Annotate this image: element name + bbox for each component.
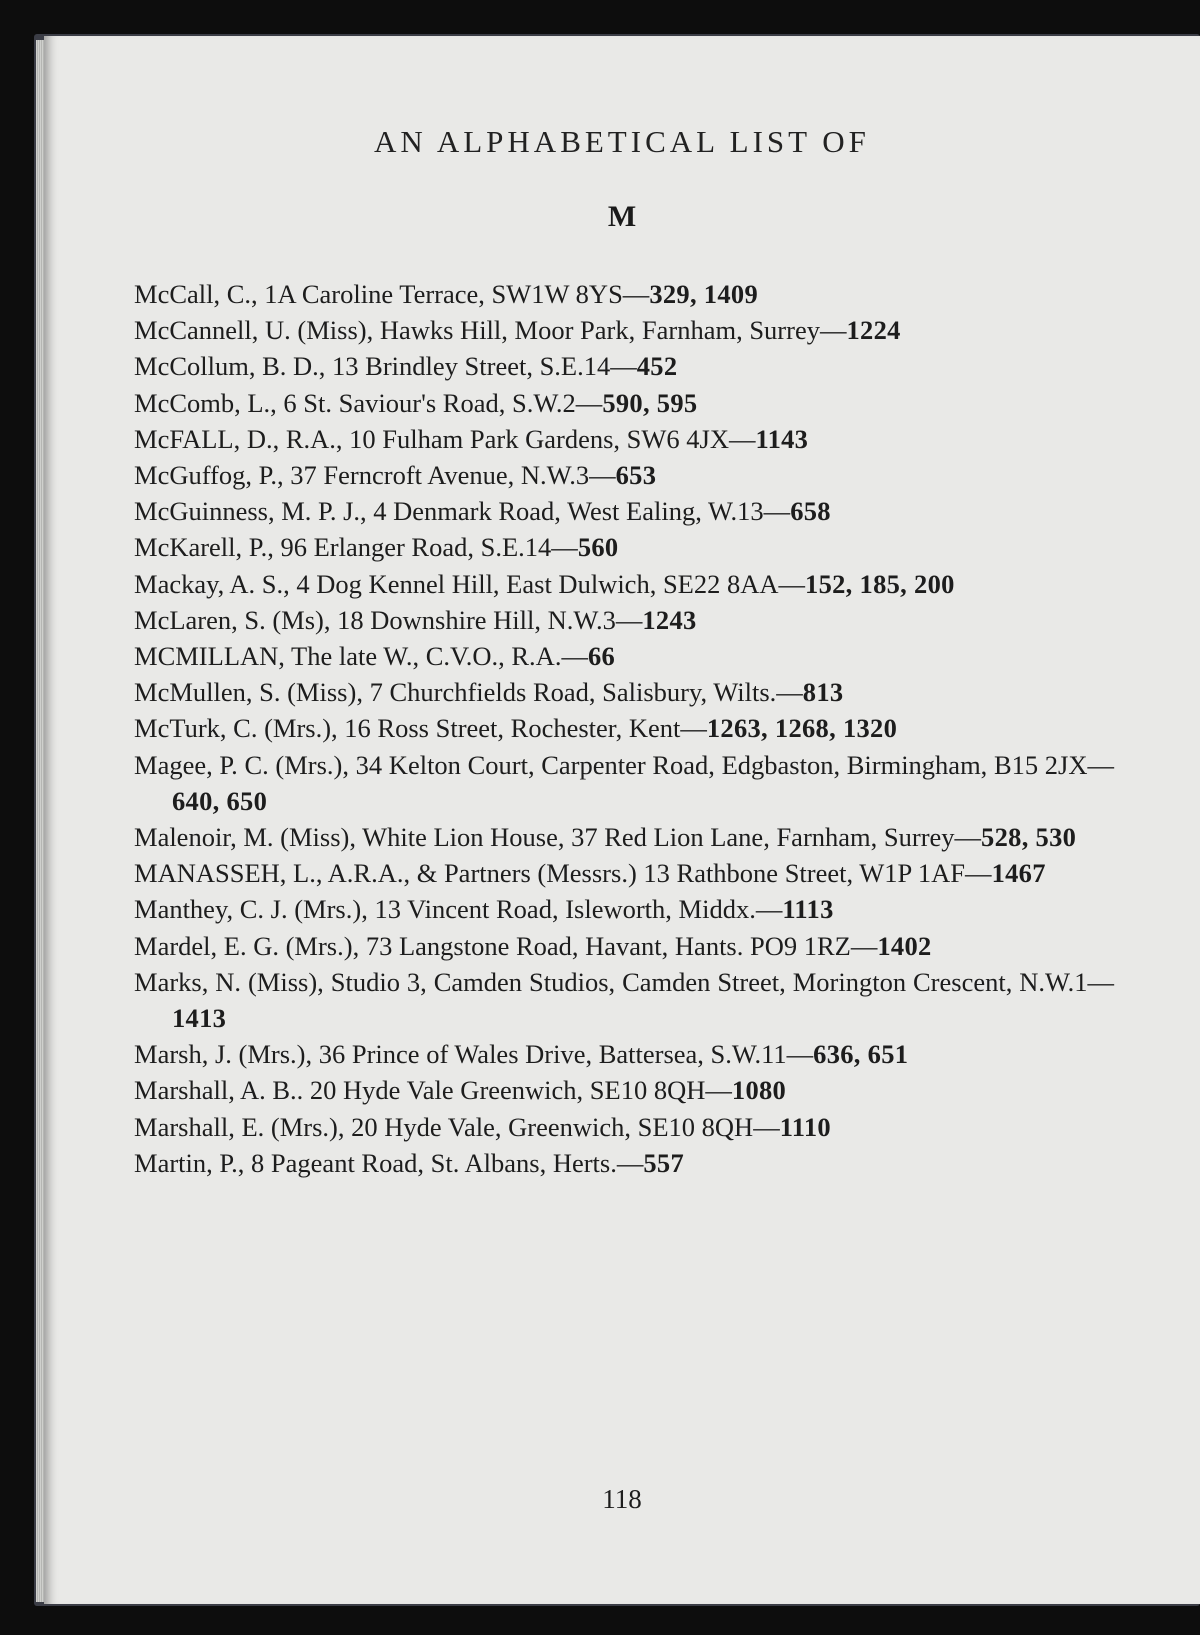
entry-refs: 1263, 1268, 1320 xyxy=(706,713,898,744)
entry-refs: 658 xyxy=(790,496,831,527)
entry-refs: 813 xyxy=(802,677,844,708)
list-entry xyxy=(134,312,1114,348)
entry-refs: 1110 xyxy=(779,1111,831,1142)
entry-list xyxy=(134,276,1114,1181)
list-entry xyxy=(134,1109,1114,1145)
list-entry xyxy=(134,1145,1114,1181)
entry-refs: 560 xyxy=(577,532,619,563)
entry-refs: 452 xyxy=(636,351,678,382)
entry-refs: 1080 xyxy=(731,1075,787,1106)
list-entry xyxy=(134,385,1114,421)
entry-text: Magee, P. C. (Mrs.), 34 Kelton Court, Carpenter Road, Edgbaston, Birmingham, B15 2JX— xyxy=(134,749,1114,780)
list-entry xyxy=(134,747,1114,819)
entry-text: McGuffog, P., 37 Ferncroft Avenue, N.W.3— xyxy=(134,460,616,491)
page-number: 118 xyxy=(602,1484,642,1514)
entry-refs: 653 xyxy=(615,460,657,491)
entry-refs: 636, 651 xyxy=(813,1039,909,1070)
list-entry xyxy=(134,855,1114,891)
list-entry xyxy=(134,674,1114,710)
list-entry xyxy=(134,348,1114,384)
entry-text: Mardel, E. G. (Mrs.), 73 Langstone Road, Havant, Hants. PO9 1RZ— xyxy=(134,930,878,961)
entry-text: McFALL, D., R.A., 10 Fulham Park Gardens, SW6 4JX— xyxy=(134,423,756,454)
entry-text: McTurk, C. (Mrs.), 16 Ross Street, Rochester, Kent— xyxy=(134,713,707,744)
list-entry xyxy=(134,566,1114,602)
list-entry xyxy=(134,1072,1114,1108)
entry-refs: 1224 xyxy=(846,315,901,346)
entry-refs: 557 xyxy=(643,1147,685,1178)
entry-text: MCMILLAN, The late W., C.V.O., R.A.— xyxy=(134,641,588,672)
entry-text: McCall, C., 1A Caroline Terrace, SW1W 8YS— xyxy=(134,279,650,309)
entry-text: McKarell, P., 96 Erlanger Road, S.E.14— xyxy=(134,532,578,563)
list-entry xyxy=(134,638,1114,674)
entry-text: McComb, L., 6 St. Saviour's Road, S.W.2— xyxy=(134,387,603,418)
list-entry xyxy=(134,928,1114,964)
entry-refs: 640, 650 xyxy=(172,785,268,816)
entry-refs: 528, 530 xyxy=(981,822,1077,853)
entry-text: Marsh, J. (Mrs.), 36 Prince of Wales Drive, Battersea, S.W.11— xyxy=(134,1039,814,1070)
list-entry xyxy=(134,1036,1114,1072)
entry-text: Malenoir, M. (Miss), White Lion House, 37 Red Lion Lane, Farnham, Surrey— xyxy=(134,822,982,853)
list-entry xyxy=(134,710,1114,746)
entry-refs: 1243 xyxy=(642,604,697,635)
list-entry xyxy=(134,964,1114,1036)
entry-text: McGuinness, M. P. J., 4 Denmark Road, West Ealing, W.13— xyxy=(134,496,791,527)
section-letter: M xyxy=(607,200,637,233)
entry-text: McMullen, S. (Miss), 7 Churchfields Road, Salisbury, Wilts.— xyxy=(134,677,803,708)
entry-refs: 152, 185, 200 xyxy=(805,568,955,599)
page-edge xyxy=(36,40,44,1602)
entry-text: Mackay, A. S., 4 Dog Kennel Hill, East Dulwich, SE22 8AA— xyxy=(134,568,806,599)
list-entry xyxy=(134,457,1114,493)
entry-refs: 329, 1409 xyxy=(649,279,759,309)
list-entry xyxy=(134,276,1114,312)
entry-text: Marshall, A. B.. 20 Hyde Vale Greenwich, SE10 8QH— xyxy=(134,1075,732,1106)
list-entry xyxy=(134,891,1114,927)
list-entry xyxy=(134,421,1114,457)
entry-text: MANASSEH, L., A.R.A., & Partners (Messrs.) 13 Rathbone Street, W1P 1AF— xyxy=(134,858,992,889)
list-entry xyxy=(134,529,1114,565)
list-entry xyxy=(134,602,1114,638)
entry-refs: 1402 xyxy=(877,930,932,961)
entry-text: Marshall, E. (Mrs.), 20 Hyde Vale, Greenwich, SE10 8QH— xyxy=(134,1111,780,1142)
entry-text: Martin, P., 8 Pageant Road, St. Albans, Herts.— xyxy=(134,1147,644,1178)
entry-refs: 1413 xyxy=(172,1003,227,1034)
entry-text: McCollum, B. D., 13 Brindley Street, S.E.14— xyxy=(134,351,637,382)
entry-text: Marks, N. (Miss), Studio 3, Camden Studios, Camden Street, Morington Crescent, N.W.1— xyxy=(134,966,1114,997)
entry-text: Manthey, C. J. (Mrs.), 13 Vincent Road, Isleworth, Middx.— xyxy=(134,894,783,925)
entry-refs: 1467 xyxy=(991,858,1046,889)
entry-refs: 1143 xyxy=(755,423,809,454)
entry-refs: 66 xyxy=(587,641,616,672)
entry-text: McCannell, U. (Miss), Hawks Hill, Moor Park, Farnham, Surrey— xyxy=(134,315,847,346)
page-heading: AN ALPHABETICAL LIST OF xyxy=(374,124,870,159)
list-entry xyxy=(134,493,1114,529)
entry-text: McLaren, S. (Ms), 18 Downshire Hill, N.W.3— xyxy=(134,604,643,635)
entry-refs: 1113 xyxy=(782,894,834,925)
list-entry xyxy=(134,819,1114,855)
entry-refs: 590, 595 xyxy=(602,387,698,418)
